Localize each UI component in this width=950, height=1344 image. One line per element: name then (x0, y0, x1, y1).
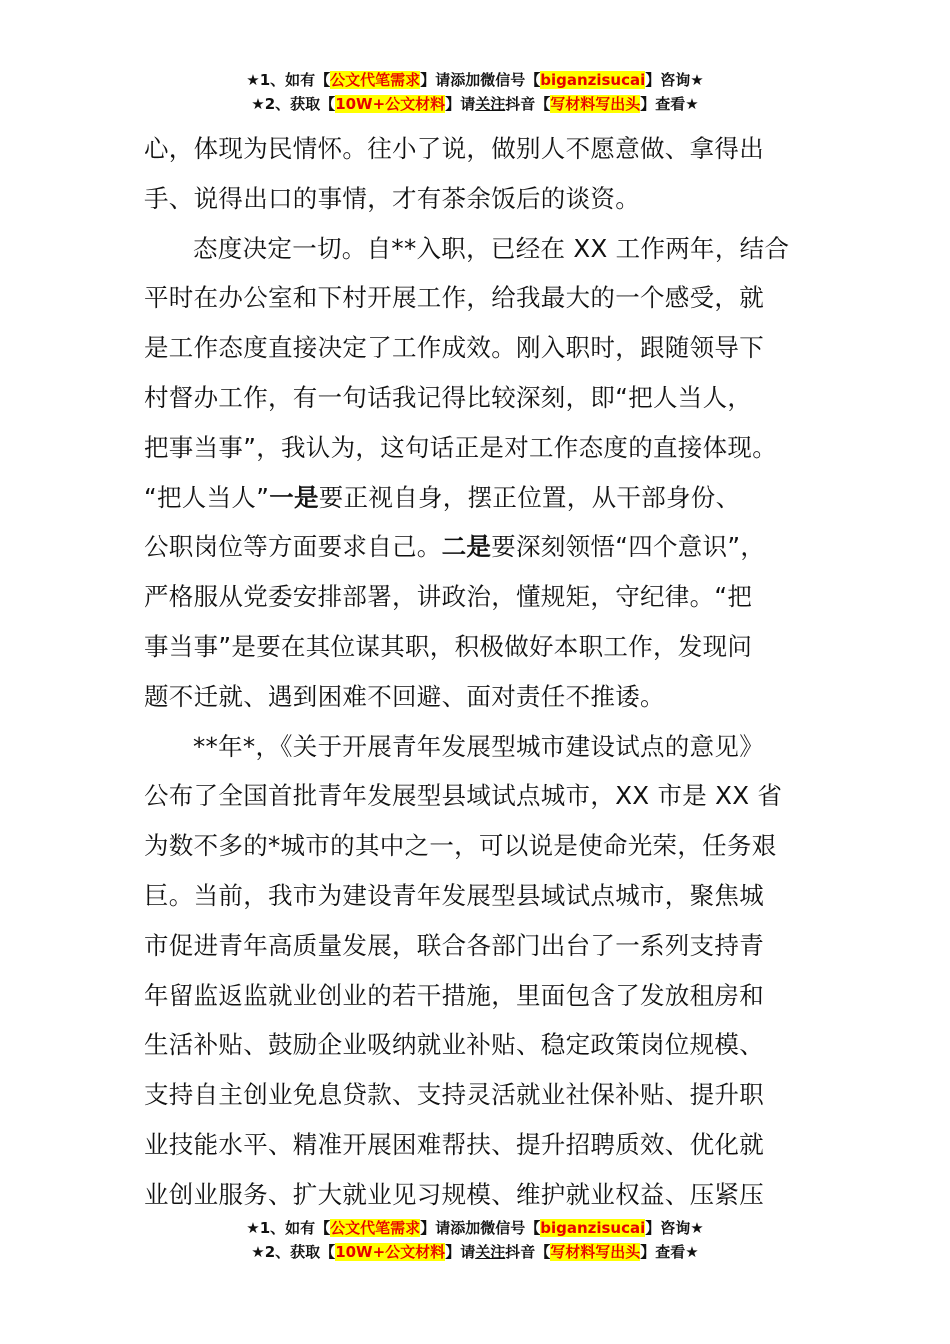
body-text: 要正视自身，摆正位置，从干部身份、 (318, 482, 741, 512)
body-line: 生活补贴、鼓励企业吸纳就业补贴、稳定政策岗位规模、 (144, 1030, 764, 1060)
body-line: 严格服从党委安排部署，讲政治，懂规矩，守纪律。“把 (144, 582, 753, 612)
document-body (144, 124, 806, 1220)
body-text: 要深刻领悟“四个意识”， (491, 532, 766, 562)
banner-line-2-suffix: 】查看★ (640, 95, 699, 113)
body-line: 平时在办公室和下村开展工作，给我最大的一个感受，就 (144, 283, 764, 313)
banner-highlight-wechat-id: biganzisucai (540, 1219, 646, 1237)
body-line: 年留监返监就业创业的若干措施，里面包含了发放租房和 (144, 980, 764, 1010)
body-line (144, 522, 806, 572)
body-text: “把人当人” (144, 482, 270, 512)
banner-highlight-wechat-id: biganzisucai (540, 71, 646, 89)
banner-line-1-middle: 】请添加微信号【 (420, 71, 541, 89)
banner-line-1-suffix: 】咨询★ (645, 1219, 704, 1237)
body-line (144, 473, 806, 523)
body-line: 为数不多的*城市的其中之一，可以说是使命光荣，任务艰 (144, 831, 777, 861)
banner-line-1-suffix: 】咨询★ (645, 71, 704, 89)
body-line: 心，体现为民情怀。往小了说，做别人不愿意做、拿得出 (144, 134, 764, 163)
body-line: 公布了全国首批青年发展型县域试点城市，XX 市是 XX 省 (144, 781, 783, 811)
banner-line-2-middle-a: 】请 (445, 1243, 476, 1261)
banner-line-2-prefix: ★2、获取【 (251, 95, 336, 113)
body-line: 村督办工作，有一句话我记得比较深刻，即“把人当人， (144, 382, 753, 412)
body-line: 业创业服务、扩大就业见习规模、维护就业权益、压紧压 (144, 1179, 764, 1209)
banner-line-1-middle: 】请添加微信号【 (420, 1219, 541, 1237)
banner-highlight-writing-service: 公文代笔需求 (330, 1219, 421, 1237)
banner-line-2 (0, 92, 950, 116)
banner-line-1-prefix: ★1、如有【 (246, 71, 331, 89)
banner-highlight-writing-service: 公文代笔需求 (330, 71, 421, 89)
banner-line-2-middle-b: 抖音【 (505, 1243, 551, 1261)
body-line: 业技能水平、精准开展困难帮扶、提升招聘质效、优化就 (144, 1129, 764, 1159)
body-line-paragraph-start: 态度决定一切。自**入职，已经在 XX 工作两年，结合 (193, 233, 790, 263)
body-line: 手、说得出口的事情，才有茶余饭后的谈资。 (144, 183, 640, 213)
body-line: 事当事”是要在其位谋其职，积极做好本职工作，发现问 (144, 631, 753, 661)
banner-underlined-follow: 关注 (475, 1243, 506, 1261)
banner-line-1-prefix: ★1、如有【 (246, 1219, 331, 1237)
body-line: 市促进青年高质量发展，联合各部门出台了一系列支持青 (144, 930, 764, 960)
banner-highlight-douyin: 写材料写出头 (550, 1243, 641, 1261)
banner-highlight-douyin: 写材料写出头 (550, 95, 641, 113)
body-line-paragraph-start: **年*，《关于开展青年发展型城市建设试点的意见》 (193, 731, 764, 761)
body-line: 是工作态度直接决定了工作成效。刚入职时，跟随领导下 (144, 333, 764, 363)
body-text: 公职岗位等方面要求自己。 (144, 532, 442, 562)
body-line: 把事当事”，我认为，这句话正是对工作态度的直接体现。 (144, 432, 777, 462)
banner-line-2 (0, 1240, 950, 1264)
header-banner (0, 68, 950, 116)
banner-line-2-middle-b: 抖音【 (505, 95, 551, 113)
banner-line-1 (0, 1216, 950, 1240)
body-line: 支持自主创业免息贷款、支持灵活就业社保补贴、提升职 (144, 1080, 764, 1110)
body-line: 巨。当前，我市为建设青年发展型县域试点城市，聚焦城 (144, 880, 764, 910)
banner-highlight-materials: 10W+公文材料 (335, 1243, 446, 1261)
banner-line-2-suffix: 】查看★ (640, 1243, 699, 1261)
banner-line-2-middle-a: 】请 (445, 95, 476, 113)
banner-underlined-follow: 关注 (475, 95, 506, 113)
banner-line-1 (0, 68, 950, 92)
body-line: 题不迁就、遇到困难不回避、面对责任不推诿。 (144, 681, 665, 711)
bold-ordinal-first: 一是 (269, 482, 319, 512)
banner-highlight-materials: 10W+公文材料 (335, 95, 446, 113)
footer-banner (0, 1216, 950, 1264)
bold-ordinal-second: 二是 (441, 532, 492, 562)
banner-line-2-prefix: ★2、获取【 (251, 1243, 336, 1261)
